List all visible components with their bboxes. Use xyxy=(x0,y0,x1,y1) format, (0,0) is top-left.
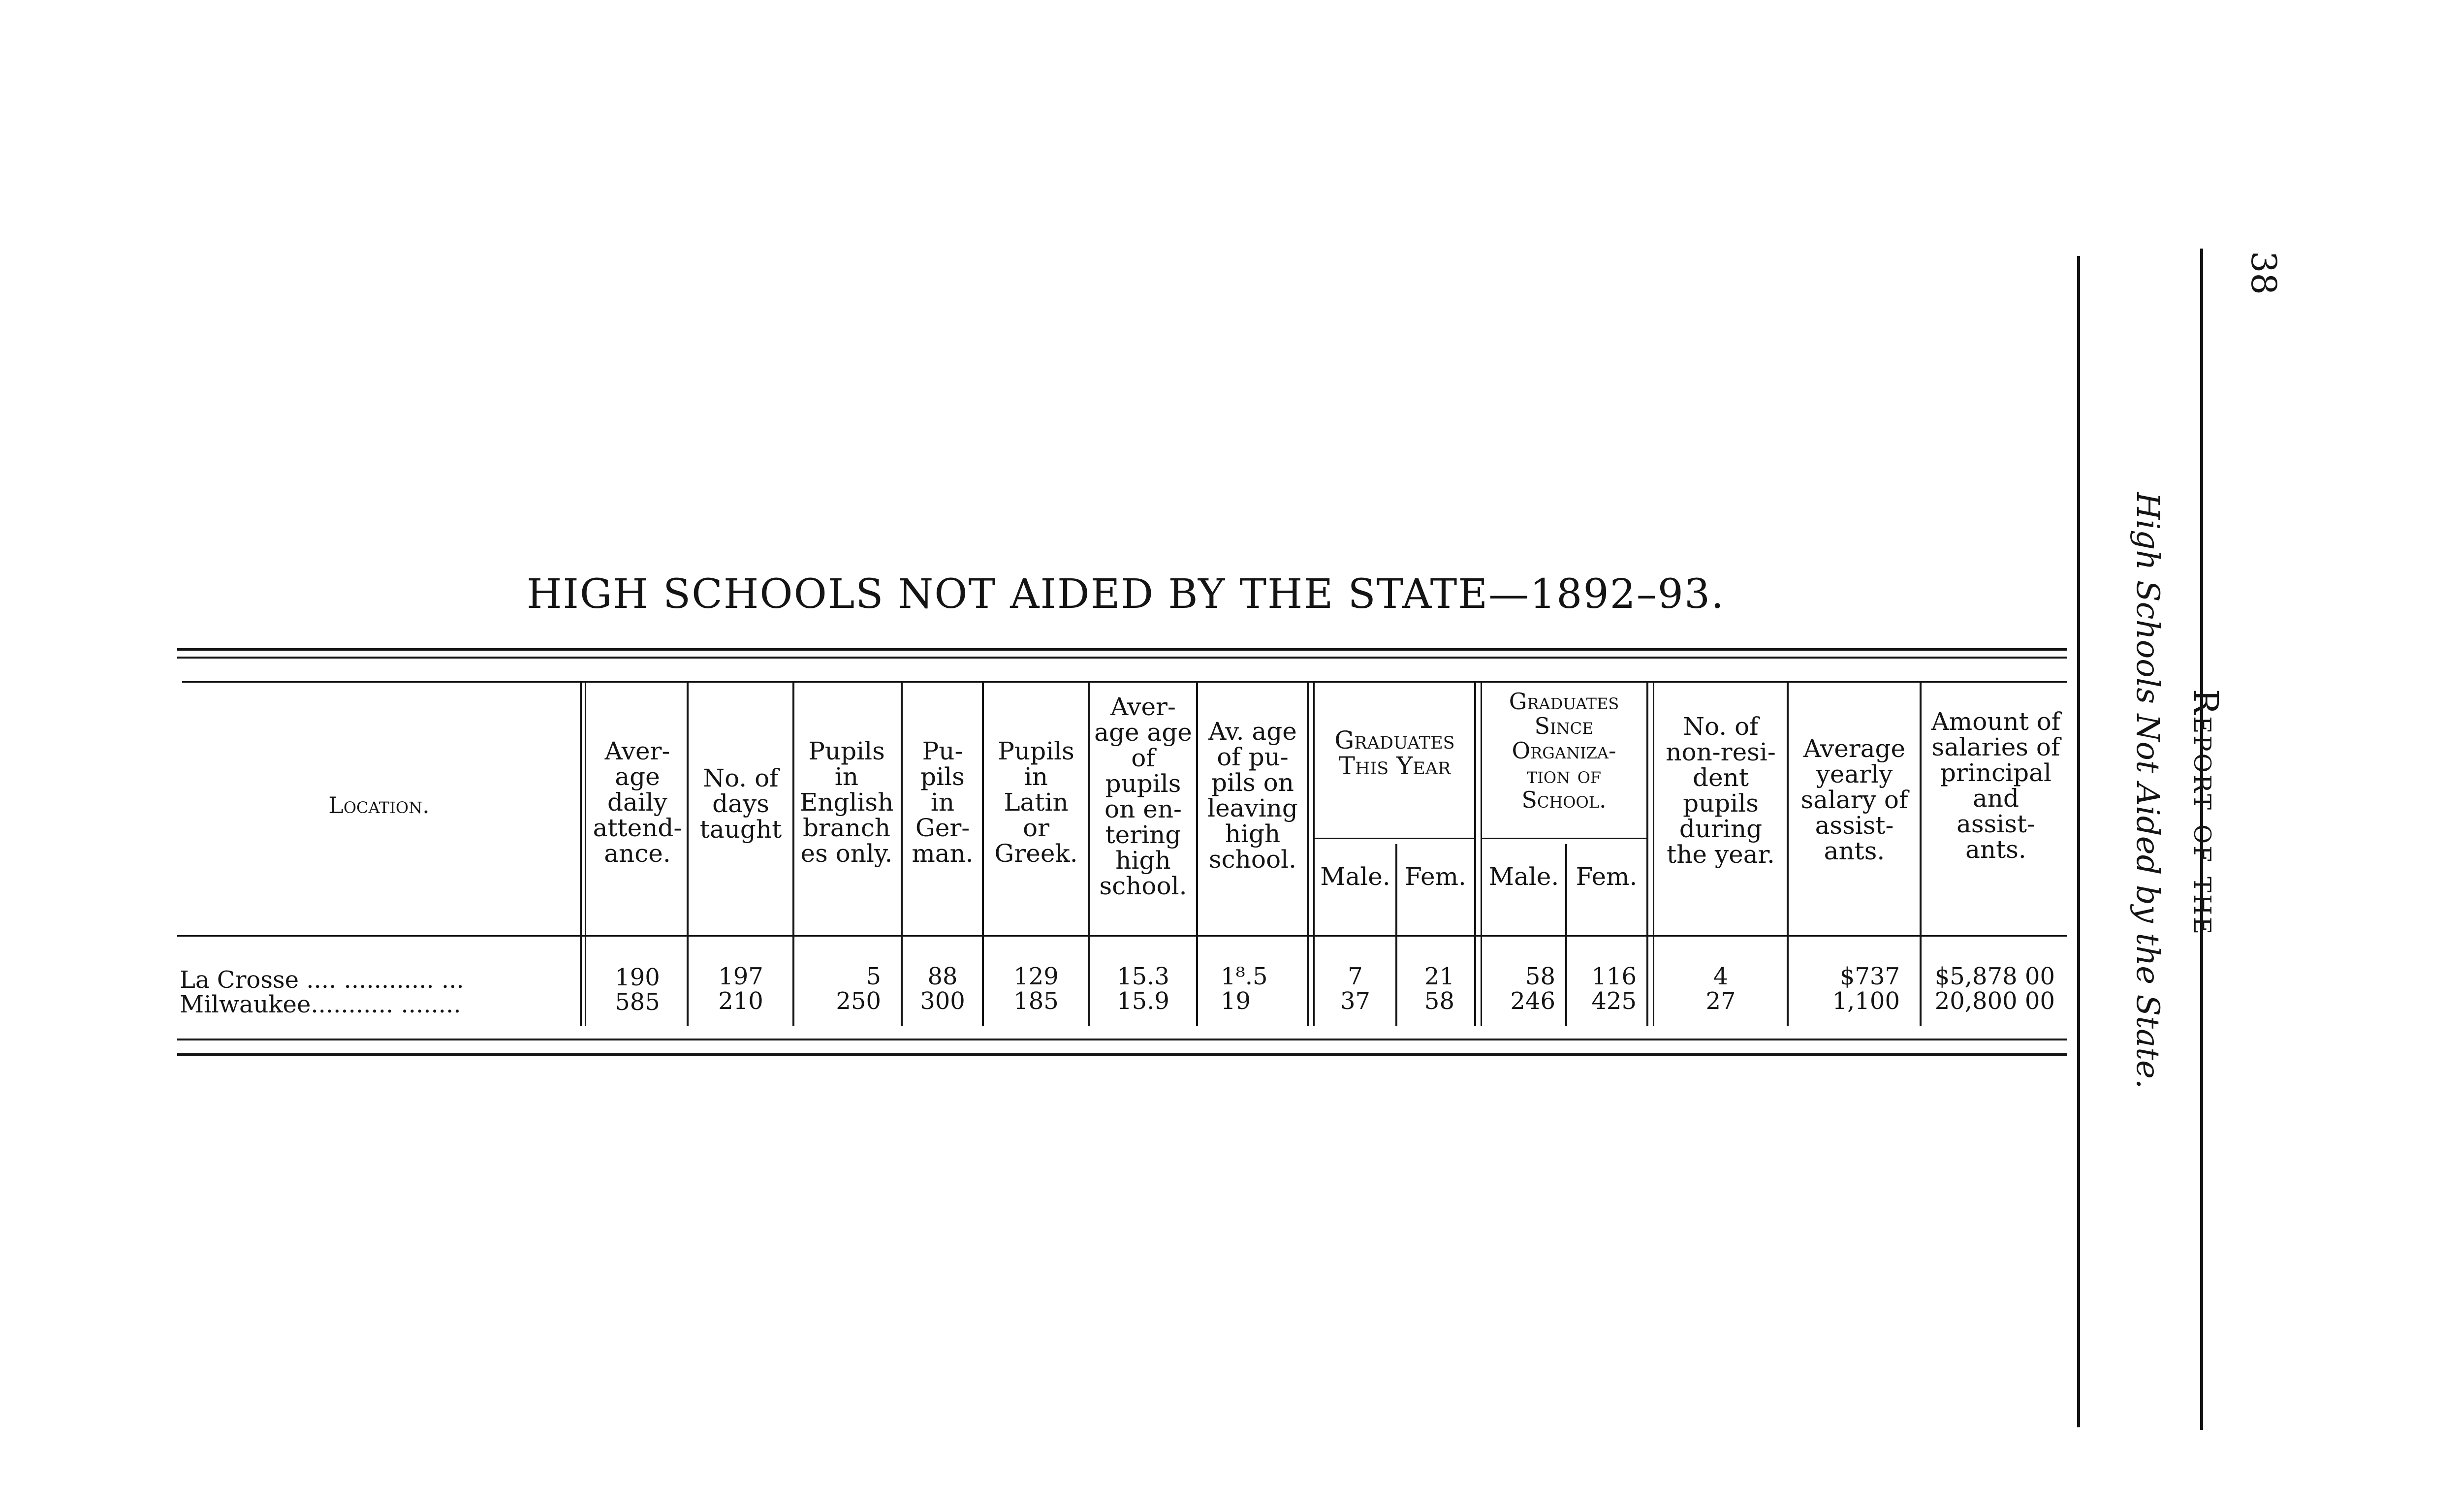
cell-la-crosse-grad-since-fem: 116 xyxy=(1591,963,1637,990)
running-subheader: High Schools Not Aided by the State. xyxy=(2129,492,2166,1089)
column-divider xyxy=(1787,682,1789,1026)
header-grad-this-year-fem: Fem. xyxy=(1405,862,1466,891)
column-divider xyxy=(1088,682,1090,1026)
header-total-salaries-text: Amount of salaries of principal and assist- ants. xyxy=(1931,707,2061,864)
cell-la-crosse-latin: 129 xyxy=(1013,963,1059,990)
cell-milwaukee-english: 250 xyxy=(836,987,881,1015)
cell-milwaukee-days: 210 xyxy=(718,987,763,1015)
cell-la-crosse-total-salaries: $5,878 00 xyxy=(1934,963,2055,990)
header-bottom-rule xyxy=(177,935,2067,937)
header-days-taught-text: No. of days taught xyxy=(699,764,782,844)
cell-la-crosse-german: 88 xyxy=(927,963,958,990)
bottom-double-rule-upper xyxy=(177,1039,2067,1040)
cell-la-crosse-grad-year-fem: 21 xyxy=(1424,963,1454,990)
running-subheader-bar xyxy=(2077,256,2080,1427)
column-divider xyxy=(1653,682,1654,1026)
cell-la-crosse-days: 197 xyxy=(718,963,763,990)
column-divider xyxy=(1196,682,1198,1026)
header-age-entering-text: Aver- age age of pupils on en- tering high school. xyxy=(1094,693,1192,900)
header-english xyxy=(792,738,901,866)
header-nonresident-text: No. of non-resi- dent pupils during the year. xyxy=(1666,712,1776,869)
column-divider xyxy=(901,682,903,1026)
page-number: 38 xyxy=(2243,251,2284,295)
header-english-text: Pupils in English branch es only. xyxy=(799,737,894,868)
header-graduates-this-year xyxy=(1315,727,1474,779)
cell-la-crosse-nonresident: 4 xyxy=(1713,963,1729,990)
cell-milwaukee-grad-since-fem: 425 xyxy=(1591,987,1637,1015)
cell-milwaukee-latin: 185 xyxy=(1013,987,1059,1015)
top-double-rule-lower xyxy=(177,657,2067,659)
header-grad-since-male: Male. xyxy=(1488,862,1559,891)
column-divider xyxy=(585,682,586,1026)
cell-milwaukee-attendance: 585 xyxy=(615,988,660,1016)
header-total-salaries xyxy=(1922,709,2070,862)
cell-la-crosse-grad-since-male: 58 xyxy=(1525,963,1555,990)
header-grad-since-fem: Fem. xyxy=(1576,862,1638,891)
header-graduates-this-year-text: Graduates This Year xyxy=(1334,726,1455,780)
column-divider xyxy=(1307,682,1309,1026)
header-german xyxy=(903,738,982,866)
top-double-rule-upper xyxy=(177,648,2067,651)
cell-la-crosse-age-entering: 15.3 xyxy=(1117,963,1169,990)
header-latin-greek xyxy=(984,738,1088,866)
column-divider xyxy=(580,682,582,1026)
header-location: Location. xyxy=(328,792,430,819)
cell-milwaukee-age-entering: 15.9 xyxy=(1117,987,1169,1015)
row-milwaukee-location: Milwaukee........... ........ xyxy=(180,991,461,1018)
header-graduates-since-text: Graduates Since Organiza- tion of School. xyxy=(1509,688,1619,813)
cell-milwaukee-avg-salary: 1,100 xyxy=(1832,987,1900,1015)
cell-milwaukee-grad-since-male: 246 xyxy=(1510,987,1555,1015)
header-age-entering xyxy=(1090,694,1196,899)
header-days-taught xyxy=(689,765,792,842)
header-average-salary-text: Average yearly salary of assist- ants. xyxy=(1800,734,1908,865)
cell-milwaukee-nonresident: 27 xyxy=(1705,987,1736,1015)
running-header: Report of the xyxy=(2186,689,2225,936)
cell-milwaukee-grad-year-male: 37 xyxy=(1340,987,1371,1015)
table-title: HIGH SCHOOLS NOT AIDED BY THE STATE—1892–93. xyxy=(527,571,1725,618)
cell-la-crosse-grad-year-male: 7 xyxy=(1348,963,1363,990)
header-german-text: Pu- pils in Ger- man. xyxy=(912,737,974,868)
column-divider xyxy=(982,682,984,1026)
header-nonresident xyxy=(1655,714,1787,867)
cell-la-crosse-avg-salary: $737 xyxy=(1839,963,1900,990)
bottom-double-rule-lower xyxy=(177,1053,2067,1056)
group-subrule xyxy=(1482,838,1646,839)
cell-milwaukee-grad-year-fem: 58 xyxy=(1424,987,1454,1015)
header-average-daily-attendance xyxy=(588,738,687,866)
cell-milwaukee-german: 300 xyxy=(920,987,965,1015)
column-divider xyxy=(1920,682,1922,1026)
cell-milwaukee-total-salaries: 20,800 00 xyxy=(1934,987,2055,1015)
column-divider xyxy=(687,682,689,1026)
header-average-daily-attendance-text: Aver- age daily attend- ance. xyxy=(593,737,682,868)
header-grad-this-year-male: Male. xyxy=(1320,862,1390,891)
column-divider xyxy=(1646,682,1648,1026)
cell-la-crosse-age-leaving: 1⁸.5 xyxy=(1221,963,1268,990)
column-divider xyxy=(1474,682,1476,1026)
group-subrule xyxy=(1314,838,1474,839)
header-latin-greek-text: Pupils in Latin or Greek. xyxy=(994,737,1078,868)
row-la-crosse-location: La Crosse .... ............ ... xyxy=(180,966,464,994)
cell-milwaukee-age-leaving: 19 xyxy=(1221,987,1251,1015)
header-age-leaving-text: Av. age of pu- pils on leaving high school. xyxy=(1207,717,1298,874)
column-divider xyxy=(1313,682,1315,1026)
header-age-leaving xyxy=(1199,719,1307,872)
cell-la-crosse-english: 5 xyxy=(866,963,881,990)
header-graduates-since xyxy=(1482,689,1646,812)
header-average-salary xyxy=(1789,736,1920,864)
cell-la-crosse-attendance: 190 xyxy=(615,964,660,991)
